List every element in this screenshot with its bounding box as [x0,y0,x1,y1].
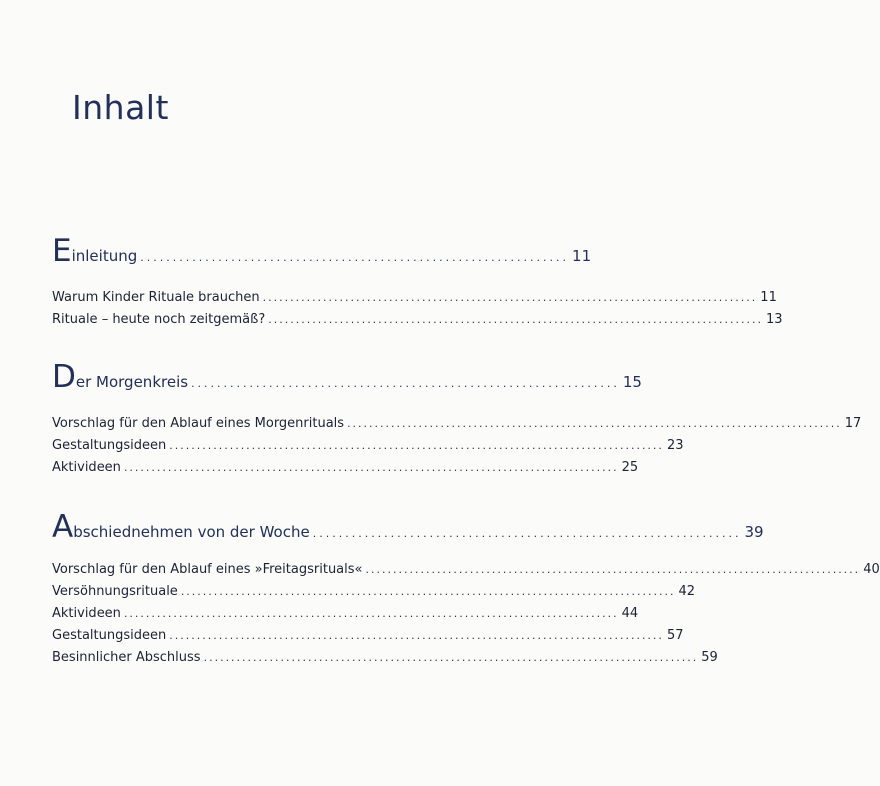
entry-title: Vorschlag für den Ablauf eines »Freitagsrituals« [52,562,363,577]
chapter-title [52,359,189,395]
entry-title: Warum Kinder Rituale brauchen [52,290,260,305]
entry-title: Gestaltungsideen [52,628,167,643]
entry-title: Besinnlicher Abschluss [52,650,201,665]
page-number: 23 [666,438,684,453]
leader-dots: .................................................................. [140,251,570,264]
page-number: 40 [863,562,880,577]
page-title: Inhalt [72,88,169,127]
page-number: 44 [621,606,639,621]
toc-entry[interactable] [52,312,783,334]
page-number: 57 [666,628,684,643]
page-number: 13 [765,312,783,327]
leader-dots: .......................................................................................... [169,439,664,452]
leader-dots: .......................................................................................... [123,607,619,620]
toc-entry[interactable] [52,606,639,628]
leader-dots: .......................................................................................... [203,651,699,664]
page-number: 39 [744,523,764,541]
page-number: 25 [621,460,639,475]
chapter-title [52,509,310,545]
toc-entry[interactable] [52,628,684,650]
leader-dots: .................................................................. [191,377,620,390]
page-number: 42 [678,584,696,599]
page-number: 15 [622,373,642,391]
drop-cap: A [52,509,74,545]
entry-title: Versöhnungsrituale [52,584,178,599]
drop-cap: D [52,359,76,395]
toc-entry[interactable] [52,584,696,606]
entry-title: Gestaltungsideen [52,438,167,453]
leader-dots: .................................................................. [312,527,742,540]
toc-entry[interactable] [52,562,880,584]
leader-dots: .......................................................................................... [169,629,664,642]
toc-section-morgenkreis [52,359,642,395]
toc-entries-abschied [52,562,880,672]
chapter-title [52,233,138,269]
entry-title: Aktivideen [52,606,121,621]
page-number: 11 [572,247,592,265]
leader-dots: .......................................................................................... [180,585,676,598]
leader-dots: .......................................................................................... [262,291,758,304]
chapter-title-rest: er Morgenkreis [75,373,189,391]
toc-entry[interactable] [52,460,639,482]
drop-cap: E [52,233,72,269]
toc-section-einleitung [52,233,592,269]
toc-entry[interactable] [52,416,862,438]
leader-dots: .......................................................................................... [123,461,619,474]
page-number: 11 [760,290,777,305]
toc-entry[interactable] [52,438,684,460]
chapter-title-rest: bschiednehmen von der Woche [73,523,310,541]
chapter-heading[interactable] [52,509,764,545]
chapter-title-rest: inleitung [71,247,138,265]
toc-entry[interactable] [52,650,718,672]
page-number: 17 [844,416,862,431]
leader-dots: .......................................................................................... [365,563,861,576]
toc-entries-morgenkreis [52,416,862,482]
entry-title: Rituale – heute noch zeitgemäß? [52,312,266,327]
entry-title: Aktivideen [52,460,121,475]
entry-title: Vorschlag für den Ablauf eines Morgenrituals [52,416,345,431]
chapter-heading[interactable] [52,233,592,269]
leader-dots: .......................................................................................... [268,313,763,326]
toc-section-abschied [52,509,764,545]
page-number: 59 [701,650,718,665]
toc-entry[interactable] [52,290,777,312]
leader-dots: .......................................................................................... [347,417,842,430]
toc-entries-einleitung [52,290,783,334]
chapter-heading[interactable] [52,359,642,395]
